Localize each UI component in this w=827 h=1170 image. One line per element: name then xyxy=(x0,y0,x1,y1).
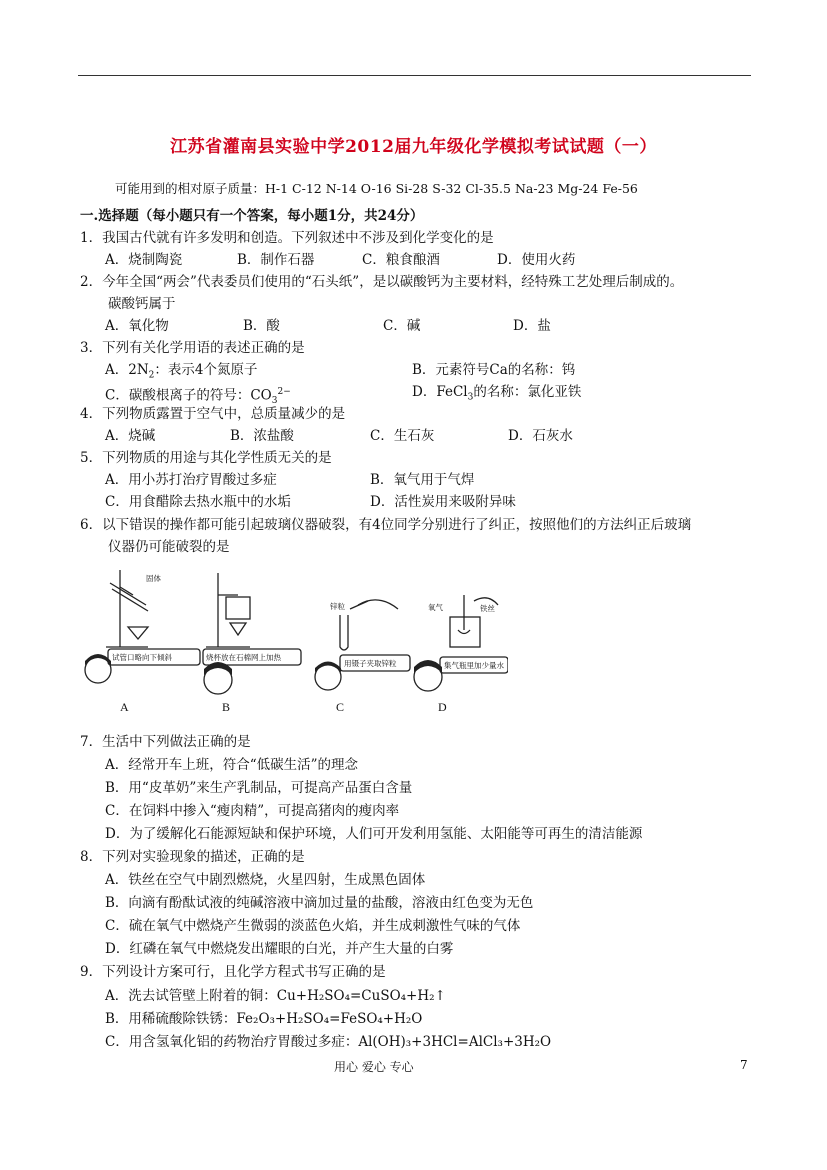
label-b: B xyxy=(222,700,231,714)
q3-option-b: B．元素符号Ca的名称：钨 xyxy=(412,362,576,378)
tag-solid: 固体 xyxy=(146,574,161,583)
q8-option-a: A．铁丝在空气中剧烈燃烧，火星四射，生成黑色固体 xyxy=(105,872,426,888)
q8-option-c: C．硫在氧气中燃烧产生微弱的淡蓝色火焰，并生成刺激性气味的气体 xyxy=(105,918,521,934)
q2-stem: 2．今年全国“两会”代表委员们使用的“石头纸”，是以碳酸钙为主要材料，经特殊工艺处理后制成的。 xyxy=(80,274,684,290)
q3-option-c: C．碳酸根离子的符号：$CO_3^{2-}$ xyxy=(105,387,291,407)
q7-option-c: C．在饲料中掺入“瘦肉精”，可提高猪肉的瘦肉率 xyxy=(105,803,400,819)
q4-option-d: D．石灰水 xyxy=(508,428,573,444)
figure-a-apparatus xyxy=(106,570,148,647)
label-c: C xyxy=(336,700,345,714)
q5-option-d: D．活性炭用来吸附异味 xyxy=(370,494,516,510)
q3-stem: 3．下列有关化学用语的表述正确的是 xyxy=(80,340,305,356)
q5-option-a: A．用小苏打治疗胃酸过多症 xyxy=(105,472,277,488)
q2-option-b: B．酸 xyxy=(243,318,280,334)
q2-option-d: D．盐 xyxy=(513,318,551,334)
q7-option-b: B．用“皮革奶”来生产乳制品，可提高产品蛋白含量 xyxy=(105,780,413,796)
q2-option-a: A．氧化物 xyxy=(105,318,169,334)
q7-option-d: D．为了缓解化石能源短缺和保护环境，人们可开发利用氢能、太阳能等可再生的清洁能源 xyxy=(105,826,643,842)
q1-option-a: A．烧制陶瓷 xyxy=(105,252,183,268)
page-number: 7 xyxy=(740,1058,748,1072)
q9-option-c: C．用含氢氧化铝的药物治疗胃酸过多症：Al(OH)₃+3HCl=AlCl₃+3H₂O xyxy=(105,1034,552,1050)
figure-c-apparatus xyxy=(340,600,398,650)
q9-option-b: B．用稀硫酸除铁锈：Fe₂O₃+H₂SO₄=FeSO₄+H₂O xyxy=(105,1011,423,1027)
q4-option-a: A．烧碱 xyxy=(105,428,156,444)
footer-motto: 用心 爱心 专心 xyxy=(334,1060,414,1074)
q9-option-a: A．洗去试管壁上附着的铜：Cu+H₂SO₄=CuSO₄+H₂↑ xyxy=(105,988,446,1004)
section-heading: 一.选择题（每小题只有一个答案，每小题1分，共24分） xyxy=(80,208,424,224)
page-title: 江苏省灌南县实验中学2012届九年级化学模拟考试试题（一） xyxy=(170,137,657,157)
figure-d-apparatus xyxy=(450,595,498,647)
lab-figure xyxy=(78,565,508,715)
q4-option-b: B．浓盐酸 xyxy=(230,428,294,444)
tag-iron: 铁丝 xyxy=(480,604,495,613)
q4-stem: 4．下列物质露置于空气中，总质量减少的是 xyxy=(80,406,346,422)
q7-stem: 7．生活中下列做法正确的是 xyxy=(80,734,251,750)
figure-b-apparatus xyxy=(206,573,250,647)
bubble-c-text: 用镊子夹取锌粒 xyxy=(344,659,397,668)
q8-option-b: B．向滴有酚酞试液的纯碱溶液中滴加过量的盐酸，溶液由红色变为无色 xyxy=(105,895,534,911)
q1-option-c: C．粮食酿酒 xyxy=(362,252,440,268)
q5-stem: 5．下列物质的用途与其化学性质无关的是 xyxy=(80,450,332,466)
q6-stem-cont: 仪器仍可能破裂的是 xyxy=(108,539,230,555)
q5-option-c: C．用食醋除去热水瓶中的水垢 xyxy=(105,494,291,510)
q9-stem: 9．下列设计方案可行，且化学方程式书写正确的是 xyxy=(80,964,386,980)
bubble-d-text: 集气瓶里加少量水 xyxy=(444,661,504,670)
q8-option-d: D．红磷在氧气中燃烧发出耀眼的白光，并产生大量的白雾 xyxy=(105,941,454,957)
q7-option-a: A．经常开车上班，符合“低碳生活”的理念 xyxy=(105,757,359,773)
header-rule xyxy=(78,75,751,76)
q4-option-c: C．生石灰 xyxy=(370,428,435,444)
bubble-b-text: 烧杯放在石棉网上加热 xyxy=(206,653,281,662)
label-d: D xyxy=(438,700,447,714)
tag-oxygen: 氧气 xyxy=(428,603,443,612)
q2-stem-cont: 碳酸钙属于 xyxy=(108,296,176,312)
q3-option-d: D．FeCl$_3$的名称：氯化亚铁 xyxy=(412,384,582,403)
label-a: A xyxy=(120,700,129,714)
q1-stem: 1．我国古代就有许多发明和创造。下列叙述中不涉及到化学变化的是 xyxy=(80,230,494,246)
q1-option-b: B．制作石器 xyxy=(237,252,315,268)
q1-option-d: D．使用火药 xyxy=(497,252,576,268)
tag-zinc: 锌粒 xyxy=(330,602,345,611)
q8-stem: 8．下列对实验现象的描述，正确的是 xyxy=(80,849,305,865)
atomic-masses: 可能用到的相对原子质量：H-1 C-12 N-14 O-16 Si-28 S-32 Cl-35.5 Na-23 Mg-24 Fe-56 xyxy=(115,181,638,196)
q3-option-a: A．$2N_2$：表示4个氮原子 xyxy=(105,362,258,381)
q2-option-c: C．碱 xyxy=(383,318,421,334)
q5-option-b: B．氧气用于气焊 xyxy=(370,472,475,488)
bubble-a-text: 试管口略向下倾斜 xyxy=(112,653,172,662)
q6-stem: 6．以下错误的操作都可能引起玻璃仪器破裂，有4位同学分别进行了纠正，按照他们的方法纠正后玻璃 xyxy=(80,517,692,533)
